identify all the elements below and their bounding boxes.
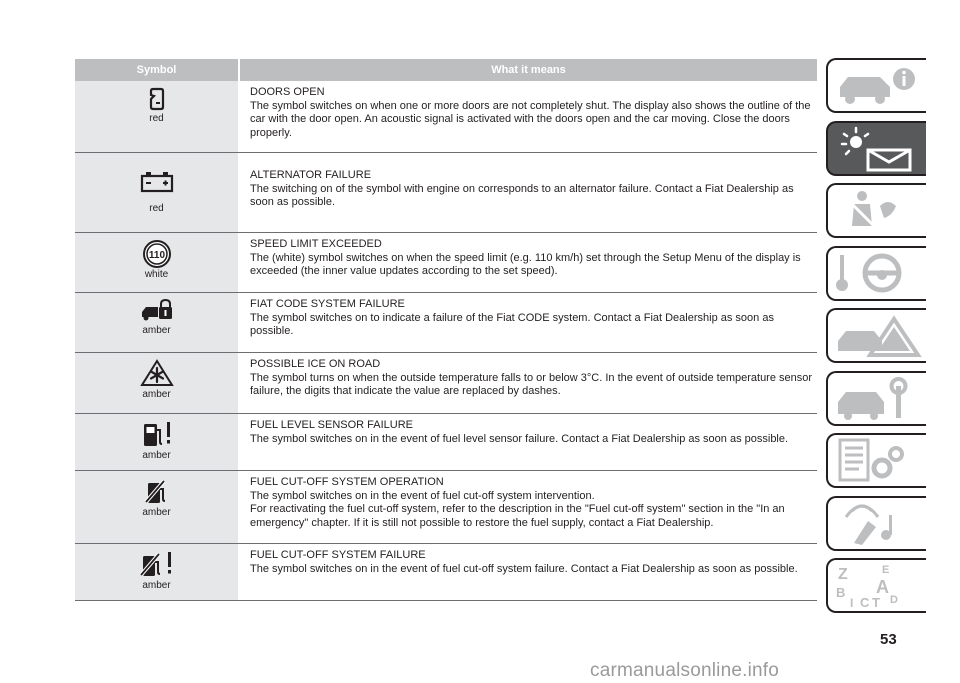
header-meaning: What it means: [238, 59, 817, 81]
chapter-tabs: [826, 58, 928, 621]
document-gear-icon: [832, 438, 924, 484]
speed-limit-icon: [142, 239, 172, 269]
svg-text:B: B: [836, 585, 846, 600]
car-hazard-icon: [832, 313, 924, 359]
meaning-cell: [238, 471, 817, 543]
table-row: [75, 153, 817, 233]
symbol-color: amber: [142, 389, 171, 400]
svg-text:C: C: [860, 595, 870, 609]
symbol-cell: [75, 544, 238, 600]
tab-technical-data[interactable]: [826, 433, 926, 488]
meaning-cell: [238, 544, 817, 600]
row-title: FUEL CUT-OFF SYSTEM FAILURE: [250, 549, 426, 561]
fuel-cutoff-icon: [142, 477, 172, 505]
symbol-color: red: [149, 203, 164, 214]
row-title: FIAT CODE SYSTEM FAILURE: [250, 298, 405, 310]
meaning-cell: [238, 353, 817, 413]
symbol-cell: [75, 471, 238, 543]
battery-icon: [140, 171, 174, 193]
multimedia-icon: [832, 501, 924, 547]
row-title: POSSIBLE ICE ON ROAD: [250, 358, 381, 370]
meaning-cell: [238, 414, 817, 470]
meaning-cell: [238, 153, 817, 232]
symbol-color: amber: [142, 507, 171, 518]
symbol-color: amber: [142, 450, 171, 461]
header-symbol: Symbol: [136, 64, 177, 76]
row-text: The symbol switches on in the event of fuel level sensor failure. Contact a Fiat Dealership as soon as possible.: [250, 432, 789, 445]
symbol-cell: [75, 293, 238, 352]
table-row: [75, 81, 817, 153]
steering-wheel-icon: [832, 251, 924, 297]
row-text: The symbol turns on when the outside temperature falls to or below 3°C. In the event of outside temperature sensor failure, the digits that indicate the value are replaced by dashes.: [250, 371, 813, 397]
alphabet-index-icon: [832, 563, 924, 609]
tab-dashboard[interactable]: [826, 121, 926, 176]
meaning-cell: [238, 81, 817, 152]
table-row: [75, 233, 817, 293]
car-info-icon: [832, 63, 924, 109]
row-text: The symbol switches on in the event of fuel cut-off system failure. Contact a Fiat Dealership as soon as possible.: [250, 562, 798, 575]
symbol-color: red: [149, 113, 164, 124]
symbol-cell: [75, 153, 238, 232]
table-header: [75, 59, 817, 81]
svg-text:E: E: [882, 564, 890, 576]
symbol-color: amber: [142, 325, 171, 336]
car-lock-icon: [140, 299, 174, 323]
seatbelt-icon: [832, 188, 924, 234]
row-title: FUEL CUT-OFF SYSTEM OPERATION: [250, 476, 444, 488]
warning-light-envelope-icon: [832, 126, 924, 172]
fuel-warning-icon: [141, 420, 173, 448]
table-row: [75, 293, 817, 353]
meaning-cell: [238, 233, 817, 292]
svg-text:Z: Z: [838, 566, 848, 583]
svg-text:T: T: [872, 595, 880, 609]
symbol-color: white: [144, 269, 169, 280]
row-text: The symbol switches on when one or more doors are not completely shut. The display also shows the outline of the car with the door open. An acoustic signal is activated with the doors open and the car moving. Close the doors properly.: [250, 99, 811, 139]
svg-text:A: A: [876, 577, 889, 597]
row-text: The symbol switches on to indicate a failure of the Fiat CODE system. Contact a Fiat Dealership as soon as possible.: [250, 311, 774, 337]
row-title: DOORS OPEN: [250, 86, 325, 98]
symbol-cell: [75, 233, 238, 292]
warning-lights-table: [75, 59, 817, 601]
tab-in-an-emergency[interactable]: [826, 308, 926, 363]
row-text: The switching on of the symbol with engine on corresponds to an alternator failure. Contact a Fiat Dealership as soon as possible.: [250, 182, 794, 208]
row-text: The (white) symbol switches on when the speed limit (e.g. 110 km/h) set through the Setup Menu of the display is exceeded (the inner value updates according to the set speed).: [250, 251, 801, 277]
table-row: [75, 414, 817, 471]
row-title: ALTERNATOR FAILURE: [250, 169, 372, 181]
car-wrench-icon: [832, 376, 924, 422]
tab-getting-to-know[interactable]: [826, 58, 926, 113]
tab-multimedia[interactable]: [826, 496, 926, 551]
fuel-cutoff-failure-icon: [139, 550, 175, 578]
page-number: 53: [880, 631, 897, 648]
tab-index[interactable]: [826, 558, 926, 613]
symbol-cell: [75, 81, 238, 152]
watermark: carmanualsonline.info: [590, 660, 780, 681]
tab-servicing-care[interactable]: [826, 371, 926, 426]
symbol-cell: [75, 414, 238, 470]
row-title: SPEED LIMIT EXCEEDED: [250, 238, 382, 250]
row-title: FUEL LEVEL SENSOR FAILURE: [250, 419, 414, 431]
door-open-icon: [148, 87, 166, 111]
tab-safety[interactable]: [826, 183, 926, 238]
symbol-cell: [75, 353, 238, 413]
meaning-cell: [238, 293, 817, 352]
ice-warning-icon: [140, 359, 174, 387]
svg-text:D: D: [890, 594, 898, 606]
symbol-color: amber: [142, 580, 171, 591]
table-row: [75, 471, 817, 544]
table-row: [75, 544, 817, 601]
speed-value: 110: [148, 250, 165, 261]
svg-text:I: I: [850, 596, 854, 609]
table-row: [75, 353, 817, 414]
tab-starting-driving[interactable]: [826, 246, 926, 301]
row-text: The symbol switches on in the event of fuel cut-off system intervention. For reactivating the fuel cut-off system, refer to the description in the "Fuel cut-off system" section in the "In an emergency" chapter. If it is still not possible to restore the fuel supply, contact a Fiat Dealership.: [250, 489, 785, 529]
